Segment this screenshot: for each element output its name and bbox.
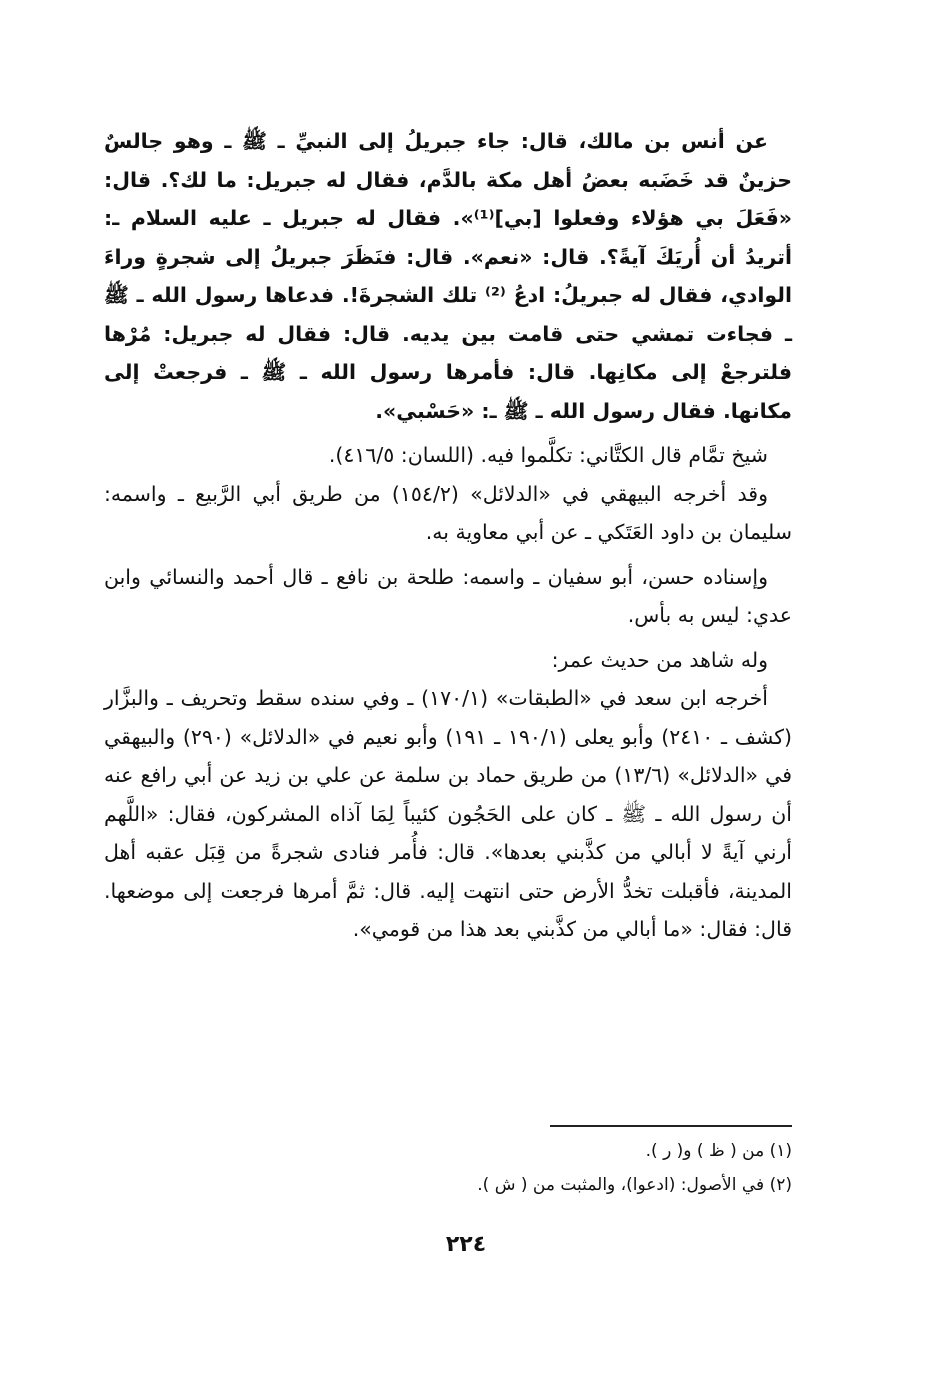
footnote-divider [550, 1125, 792, 1127]
shahid-heading: وله شاهد من حديث عمر: [551, 647, 768, 672]
main-text [104, 122, 792, 949]
hadith-paragraph: عن أنس بن مالك، قال: جاء جبريلُ إلى النبيِّ ـ ﷺ ـ وهو جالسٌ حزينٌ قد خَضَبه بعضُ أهل مكة بالدَّم، فقال له جبريل: ما لك؟. قال: «فَعَلَ بي هؤلاء وفعلوا [بي]⁽¹⁾». فقال له جبريل ـ عليه السلام ـ: أتريدُ أن أُريَكَ آيةً؟. قال: «نعم». قال: فنَظَرَ جبريلُ إلى شجرةٍ وراءَ الوادي، فقال له جبريلُ: ادعُ ⁽²⁾ تلك الشجرةَ!. فدعاها رسول الله ـ ﷺ ـ فجاءت تمشي حتى قامت بين يديه. قال: فقال له جبريل: مُرْها فلترجعْ إلى مكانِها. قال: فأمرها رسول الله ـ ﷺ ـ فرجعتْ إلى مكانها. فقال رسول الله ـ ﷺ ـ: «حَسْبي». [104, 129, 792, 423]
narrator-note-paragraph: شيخ تمَّام قال الكتَّاني: تكلَّموا فيه. (اللسان: ٤١٦/٥). [328, 443, 768, 467]
page-number: ٢٢٤ [445, 1232, 487, 1257]
takhrij-paragraph: وقد أخرجه البيهقي في «الدلائل» (١٥٤/٢) من طريق أبي الرَّبيع ـ واسمه: سليمان بن داود العَتَكي ـ عن أبي معاوية به. [104, 481, 792, 544]
footnote-2: (٢) في الأصول: (ادعوا)، والمثبت من ( ش ). [477, 1175, 792, 1195]
shahid-paragraph: أخرجه ابن سعد في «الطبقات» (١٧٠/١) ـ وفي سنده سقط وتحريف ـ والبزَّار (كشف ـ ٢٤١٠) وأبو يعلى (١٩٠/١ ـ ١٩١) وأبو نعيم في «الدلائل» (٢٩٠) والبيهقي في «الدلائل» (١٣/٦) من طريق حماد بن سلمة عن علي بن زيد عن أبي رافع عنه أن رسول الله ـ ﷺ ـ كان على الحَجُون كئيباً لِمَا آذاه المشركون، فقال: «اللَّهم أرني آيةً لا أبالي من كذَّبني بعدها». قال: فأُمر فنادى شجرةً من قِبَل عقبه أهل المدينة، فأقبلت تخدُّ الأرض حتى انتهت إليه. قال: ثمَّ أمرها فرجعت إلى موضعها. قال: فقال: «ما أبالي من كذَّبني بعد هذا من قومي». [104, 686, 792, 941]
footnotes [104, 1134, 792, 1202]
isnad-paragraph: وإسناده حسن، أبو سفيان ـ واسمه: طلحة بن نافع ـ قال أحمد والنسائي وابن عدي: ليس به بأس. [104, 564, 792, 627]
footnote-1: (١) من ( ظ ) و( ر ). [645, 1141, 792, 1161]
